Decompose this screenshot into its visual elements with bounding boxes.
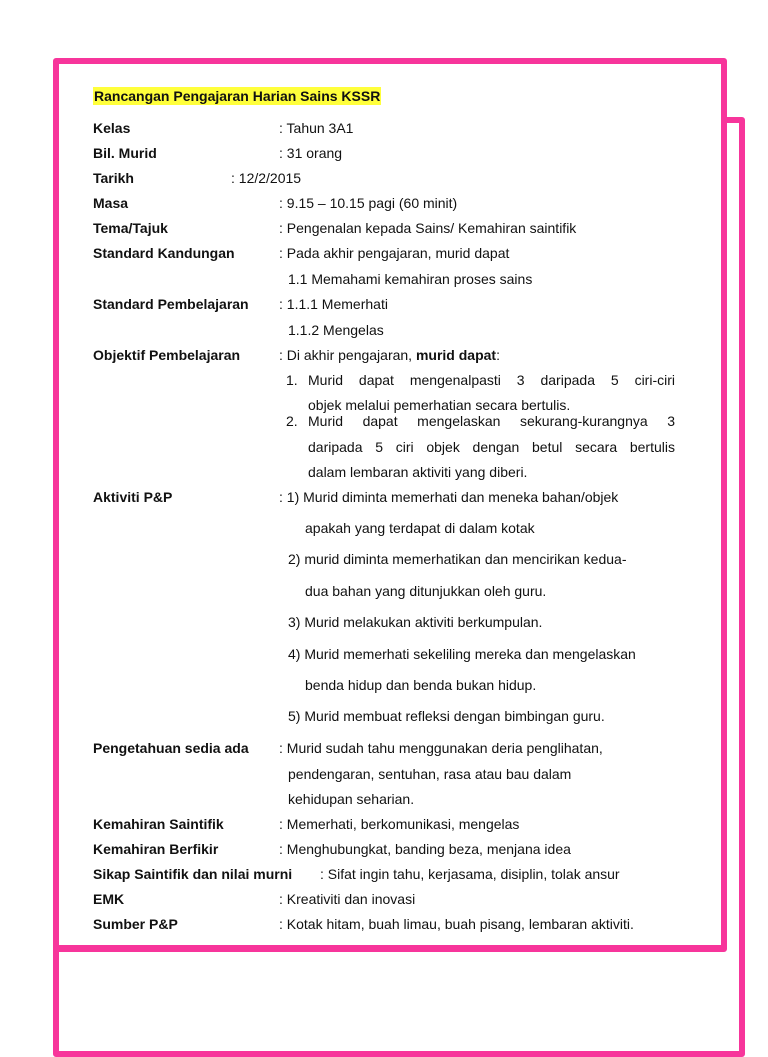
aktiviti-line-1: : 1) Murid diminta memerhati dan meneka bahan/objek — [279, 489, 619, 505]
aktiviti-line-8: 5) Murid membuat refleksi dengan bimbingan guru. — [288, 708, 605, 724]
objektif-item-2-number: 2. — [286, 413, 298, 429]
standard-pembelajaran-value: : 1.1.1 Memerhati — [279, 296, 388, 312]
objektif-label: Objektif Pembelajaran — [93, 347, 241, 363]
standard-kandungan-item: 1.1 Memahami kemahiran proses sains — [288, 271, 533, 287]
kemahiran-saintifik-label: Kemahiran Saintifik — [93, 816, 224, 832]
objektif-item-1-number: 1. — [286, 372, 298, 388]
document-title: Rancangan Pengajaran Harian Sains KSSR — [94, 88, 381, 104]
aktiviti-line-5: 3) Murid melakukan aktiviti berkumpulan. — [288, 614, 543, 630]
emk-value: : Kreativiti dan inovasi — [279, 891, 416, 907]
sikap-label: Sikap Saintifik dan nilai murni — [93, 866, 293, 882]
bil-murid-value: : 31 orang — [279, 145, 343, 161]
sikap-value: : Sifat ingin tahu, kerjasama, disiplin, tolak ansur — [320, 866, 620, 882]
pengetahuan-line-2: pendengaran, sentuhan, rasa atau bau dalam — [288, 766, 572, 782]
objektif-item-1-line-2: objek melalui pemerhatian secara bertulis. — [308, 397, 571, 413]
pengetahuan-line-1: : Murid sudah tahu menggunakan deria penglihatan, — [279, 740, 603, 756]
objektif-item-2-line-1: Murid dapat mengelaskan sekurang-kurangnya 3 — [308, 413, 675, 429]
sumber-value: : Kotak hitam, buah limau, buah pisang, lembaran aktiviti. — [279, 916, 634, 932]
tarikh-label: Tarikh — [93, 170, 134, 186]
bil-murid-label: Bil. Murid — [93, 145, 157, 161]
standard-kandungan-label: Standard Kandungan — [93, 245, 235, 261]
kelas-value: : Tahun 3A1 — [279, 120, 354, 136]
kemahiran-berfikir-value: : Menghubungkat, banding beza, menjana idea — [279, 841, 571, 857]
masa-value: : 9.15 – 10.15 pagi (60 minit) — [279, 195, 458, 211]
tema-label: Tema/Tajuk — [93, 220, 168, 236]
aktiviti-line-7: benda hidup dan benda bukan hidup. — [305, 677, 537, 693]
kemahiran-berfikir-label: Kemahiran Berfikir — [93, 841, 219, 857]
objektif-item-1-line-1: Murid dapat mengenalpasti 3 daripada 5 ciri-ciri — [308, 372, 675, 388]
objektif-intro — [279, 347, 500, 363]
tarikh-value: : 12/2/2015 — [231, 170, 302, 186]
sumber-label: Sumber P&P — [93, 916, 178, 932]
aktiviti-line-4: dua bahan yang ditunjukkan oleh guru. — [305, 583, 547, 599]
pengetahuan-label: Pengetahuan sedia ada — [93, 740, 249, 756]
standard-pembelajaran-item: 1.1.2 Mengelas — [288, 322, 384, 338]
objektif-intro-end: : — [496, 347, 500, 363]
objektif-intro-text: : Di akhir pengajaran, — [279, 347, 416, 363]
kemahiran-saintifik-value: : Memerhati, berkomunikasi, mengelas — [279, 816, 520, 832]
standard-kandungan-value: : Pada akhir pengajaran, murid dapat — [279, 245, 510, 261]
standard-pembelajaran-label: Standard Pembelajaran — [93, 296, 249, 312]
objektif-item-2-line-2: daripada 5 ciri objek dengan betul secara bertulis — [308, 439, 675, 455]
aktiviti-line-6: 4) Murid memerhati sekeliling mereka dan mengelaskan — [288, 646, 636, 662]
aktiviti-line-3: 2) murid diminta memerhatikan dan mencirikan kedua- — [288, 551, 627, 567]
aktiviti-label: Aktiviti P&P — [93, 489, 173, 505]
masa-label: Masa — [93, 195, 129, 211]
pengetahuan-line-3: kehidupan seharian. — [288, 791, 415, 807]
objektif-item-2-line-3: dalam lembaran aktiviti yang diberi. — [308, 464, 528, 480]
objektif-intro-bold: murid dapat — [415, 347, 497, 363]
tema-value: : Pengenalan kepada Sains/ Kemahiran saintifik — [279, 220, 577, 236]
aktiviti-line-2: apakah yang terdapat di dalam kotak — [305, 520, 535, 536]
emk-label: EMK — [93, 891, 125, 907]
kelas-label: Kelas — [93, 120, 131, 136]
